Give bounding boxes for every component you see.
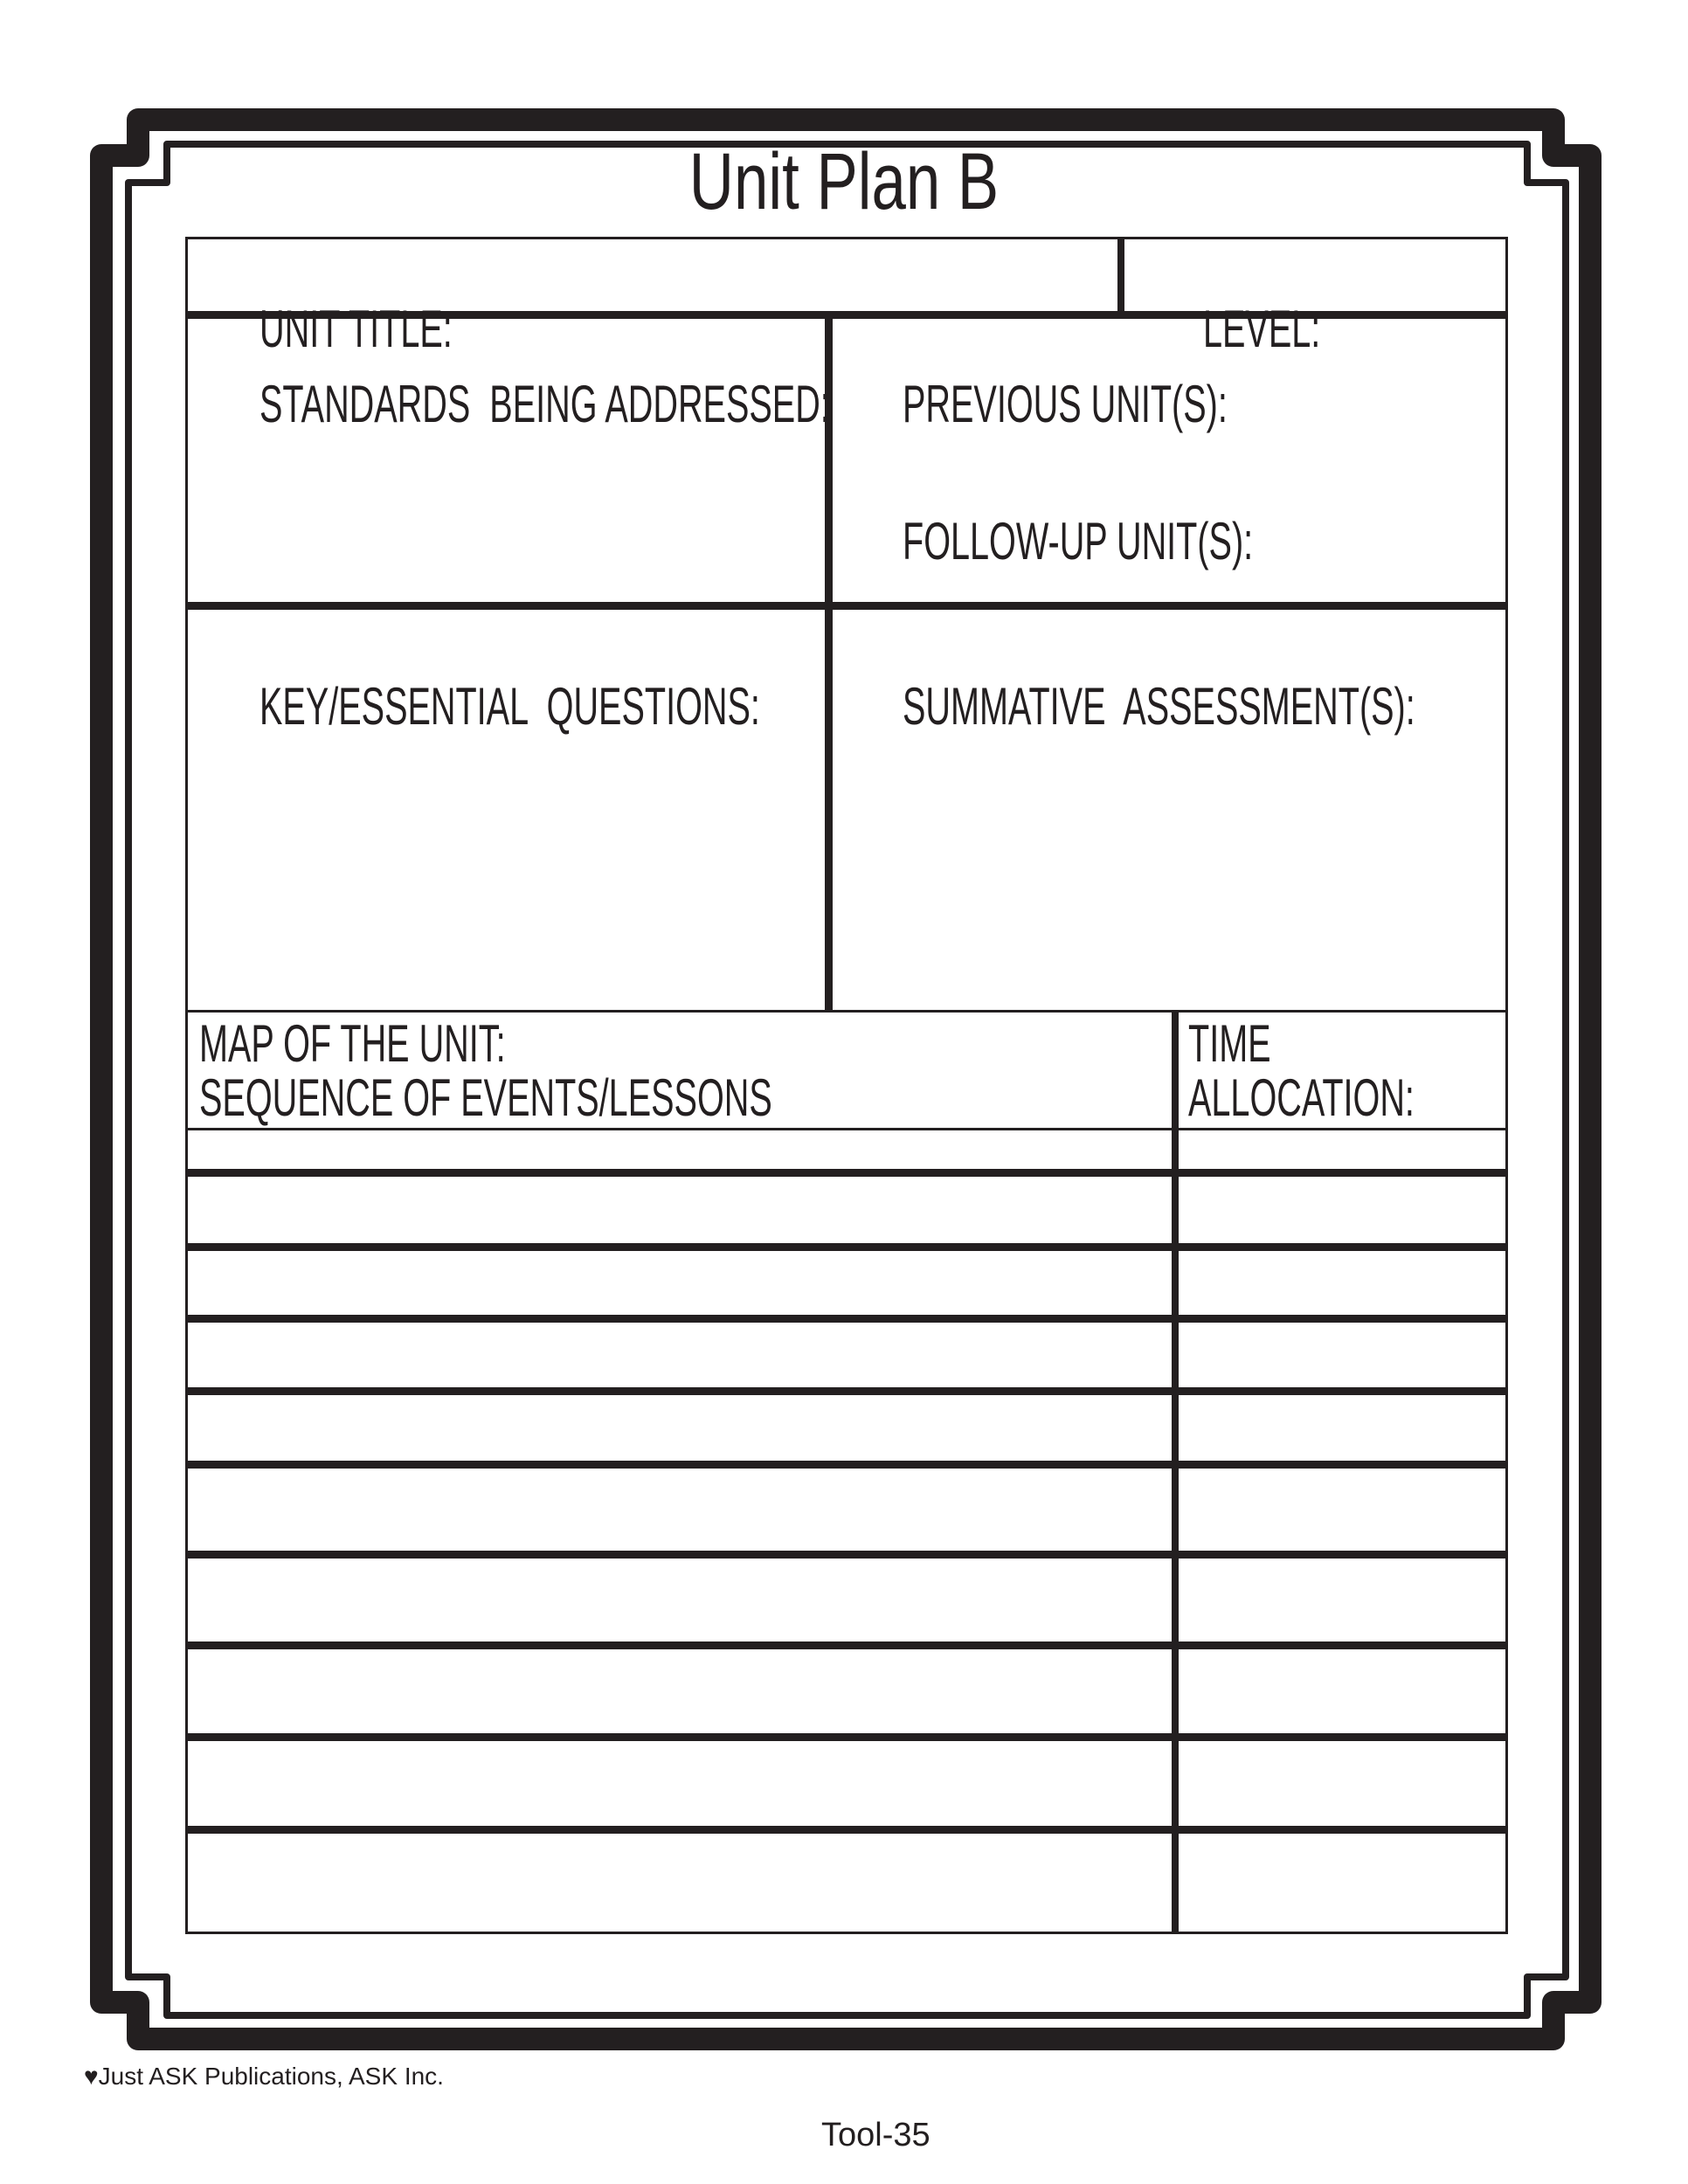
time-allocation-cell <box>1179 1469 1505 1551</box>
time-allocation-cell <box>1179 1251 1505 1315</box>
grid-line-horizontal <box>185 1387 1508 1395</box>
sequence-row-field <box>188 1559 1172 1641</box>
sequence-row-field <box>188 1177 1172 1243</box>
grid-line-horizontal <box>185 1461 1508 1469</box>
key-questions-label: KEY/ESSENTIAL QUESTIONS: <box>259 677 760 736</box>
sequence-row-field <box>188 1649 1172 1733</box>
time-allocation-cell <box>1179 1741 1505 1826</box>
time-allocation-cell <box>1179 1323 1505 1387</box>
time-allocation-label: TIME ALLOCATION: <box>1188 1014 1415 1127</box>
time-allocation-cell <box>1179 1559 1505 1641</box>
follow-up-unit-label: FOLLOW-UP UNIT(S): <box>902 512 1253 570</box>
summative-assessment-label: SUMMATIVE ASSESSMENT(S): <box>902 677 1415 736</box>
grid-line-vertical <box>1172 1010 1179 1934</box>
time-allocation-cell <box>1179 1834 1505 1932</box>
sequence-row-field <box>188 1834 1172 1932</box>
grid-line-horizontal <box>185 1932 1508 1934</box>
time-allocation-cell <box>1179 1177 1505 1243</box>
grid-line-horizontal <box>185 1315 1508 1323</box>
grid-line-horizontal <box>185 1169 1508 1177</box>
form-title: Unit Plan B <box>688 137 1000 226</box>
grid-line-horizontal <box>185 1551 1508 1559</box>
standards-label: STANDARDS BEING ADDRESSED: <box>259 375 830 433</box>
sequence-row-field <box>188 1469 1172 1551</box>
publisher-credit: ♥Just ASK Publications, ASK Inc. <box>84 2063 444 2090</box>
grid-line-horizontal <box>185 1243 1508 1251</box>
sequence-row-field <box>188 1251 1172 1315</box>
tool-number: Tool-35 <box>821 2117 930 2153</box>
sequence-row-field <box>188 1395 1172 1461</box>
time-allocation-cell <box>1179 1130 1505 1169</box>
sequence-row-field <box>188 1323 1172 1387</box>
grid-line-vertical <box>1117 237 1124 319</box>
level-label: LEVEL: <box>1202 300 1320 358</box>
time-allocation-cell <box>1179 1395 1505 1461</box>
unit-title-label: UNIT TITLE: <box>259 300 453 358</box>
grid-line-horizontal <box>185 1733 1508 1741</box>
previous-unit-label: PREVIOUS UNIT(S): <box>902 375 1228 433</box>
grid-line-horizontal <box>185 1826 1508 1834</box>
sequence-row-field <box>188 1741 1172 1826</box>
grid-line-horizontal <box>185 1641 1508 1649</box>
time-allocation-cell <box>1179 1649 1505 1733</box>
sequence-row-field <box>188 1130 1172 1169</box>
map-of-unit-label: MAP OF THE UNIT: SEQUENCE OF EVENTS/LESSONS <box>199 1014 772 1127</box>
